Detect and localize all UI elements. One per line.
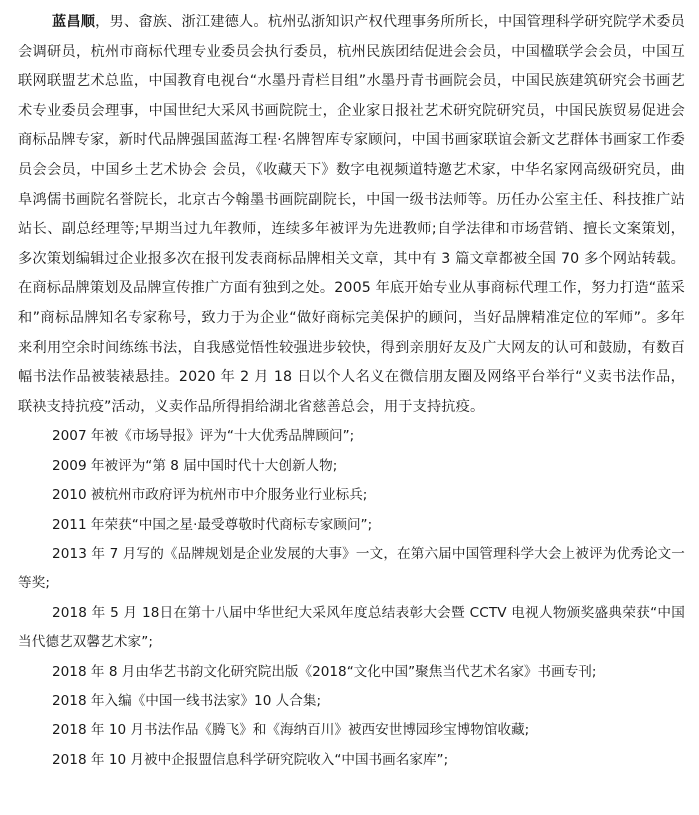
honor-item-2007: 2007 年被《市场导报》评为“十大优秀品牌顾问”; xyxy=(52,428,355,445)
honor-item-2011: 2011 年荣获“中国之星·最受尊敬时代商标专家顾问”; xyxy=(52,516,373,533)
honor-item-2010: 2010 被杭州市政府评为杭州市中介服务业行业标兵; xyxy=(52,487,368,504)
biography-paragraph xyxy=(18,8,685,422)
honor-item-2018-oct-collection: 2018 年 10 月书法作品《腾飞》和《海纳百川》被西安世博园珍宝博物馆收藏; xyxy=(52,722,530,739)
honor-item-2018-aug: 2018 年 8 月由华艺书韵文化研究院出版《2018“文化中国”聚焦当代艺术名家》书画专刊; xyxy=(52,663,597,680)
honor-item-2018-oct-database: 2018 年 10 月被中企报盟信息科学研究院收入“中国书画名家库”; xyxy=(52,751,449,768)
honor-item-2013: 2013 年 7 月写的《品牌规划是企业发展的大事》一文，在第六届中国管理科学大会上被评为优秀论文一等奖; xyxy=(18,545,685,592)
biography-text: ，男、畲族、浙江建德人。杭州弘浙知识产权代理事务所所长，中国管理科学研究院学术委员会调研员，杭州市商标代理专业委员会执行委员，杭州民族团结促进会会员，中国楹联学会会员，中国互联网联盟艺术总监，中国教育电视台“水墨丹青栏目组”水墨丹青书画院会员，中国民族建筑研究会书画艺术专业委员会理事，中国世纪大采风书画院院士，企业家日报社艺术研究院研究员，中国民族贸易促进会商标品牌专家，新时代品牌强国蓝海工程·名牌智库专家顾问，中国书画家联谊会新文艺群体书画家工作委员会会员，中国乡土艺术协会 会员，《收藏天下》数字电视频道特邀艺术家，中华名家网高级研究员，曲阜鸿儒书画院名誉院长，北京古今翰墨书画院副院长，中国一级书法师等。历任办公室主任、科技推广站站长、副总经理等;早期当过九年教师，连续多年被评为先进教师;自学法律和市场营销、擅长文案策划，多次策划编辑过企业报多次在报刊发表商标品牌相关文章，其中有 3 篇文章都被全国 70 多个网站转载。在商标品牌策划及品牌宣传推广方面有独到之处。2005 年底开始专业从事商标代理工作，努力打造“蓝采和”商标品牌知名专家称号，致力于为企业“做好商标完美保护的顾问，当好品牌精准定位的军师”。多年来利用空余时间练练书法，自我感觉悟性较强进步较快，得到亲朋好友及广大网友的认可和鼓励，有数百幅书法作品被装裱悬挂。2020 年 2 月 18 日以个人名义在微信朋友圈及网络平台举行“义卖书法作品，联袂支持抗疫”活动，义卖作品所得捐给湖北省慈善总会，用于支持抗疫。 xyxy=(18,14,686,415)
person-name: 蓝昌顺 xyxy=(52,14,96,30)
honor-item-2018-anthology: 2018 年入编《中国一线书法家》10 人合集; xyxy=(52,692,322,709)
honor-item-2009: 2009 年被评为“第 8 届中国时代十大创新人物; xyxy=(52,457,338,474)
honor-item-2018-may: 2018 年 5 月 18日在第十八届中华世纪大采风年度总结表彰大会暨 CCTV 电视人物颁奖盛典荣获“中国当代德艺双馨艺术家”; xyxy=(18,604,685,651)
